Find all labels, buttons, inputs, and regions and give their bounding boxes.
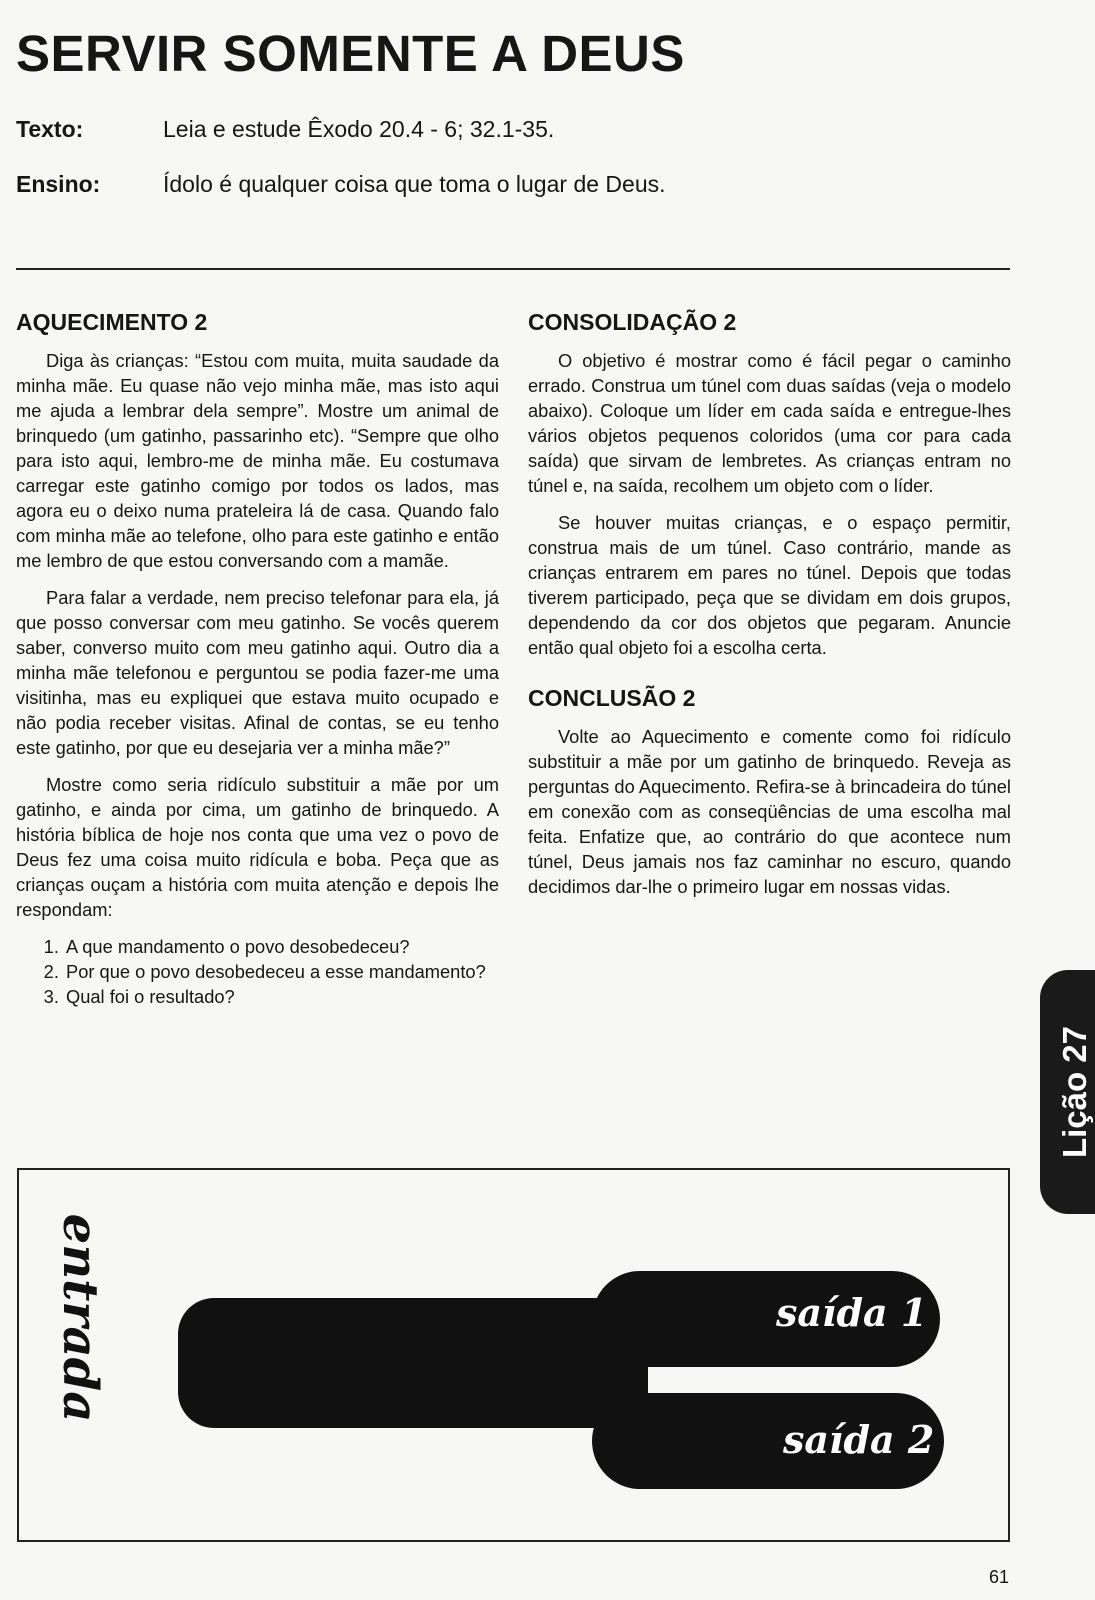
entrada-label: entrada (52, 1213, 108, 1423)
texto-value: Leia e estude Êxodo 20.4 - 6; 32.1-35. (163, 116, 555, 142)
question-item: 1. A que mandamento o povo desobedeceu? (64, 934, 499, 959)
tunnel-body (178, 1298, 648, 1428)
conclusao-paragraph: Volte ao Aquecimento e comente como foi ridículo substituir a mãe por um gatinho de brinquedo. Reveja as perguntas do Aquecimento. Refira-se à brincadeira do túnel em conexão com as conseqüências de uma escolha mal feita. Enfatize que, ao contrário do que acontece num túnel, Deus jamais nos faz caminhar no escuro, quando decidimos dar-lhe o primeiro lugar em nossas vidas. (528, 726, 1011, 897)
saida-1-label: saída 1 (776, 1290, 928, 1335)
saida-2-label: saída 2 (783, 1417, 935, 1462)
aquecimento-heading: AQUECIMENTO 2 (16, 309, 208, 335)
aquecimento-paragraph: Para falar a verdade, nem preciso telefonar para ela, já que posso conversar com meu gatinho. Se vocês querem saber, converso muito com meu gatinho aqui. Outro dia a minha mãe telefonou e perguntou se podia fazer-me uma visitinha, mas eu expliquei que estava muito ocupado e não podia receber visitas. Afinal de contas, se eu tenho este gatinho, por que eu desejaria ver a minha mãe?” (16, 587, 499, 758)
question-item: 2. Por que o povo desobedeceu a esse mandamento? (64, 959, 499, 984)
consolidacao-paragraph: Se houver muitas crianças, e o espaço permitir, construa mais de um túnel. Caso contrário, mande as crianças entrarem em pares no túnel. Depois que todas tiverem participado, peça que se dividam em dois grupos, dependendo da cor dos objetos que pegaram. Anuncie então qual objeto foi a escolha certa. (528, 512, 1011, 658)
consolidacao-paragraph: O objetivo é mostrar como é fácil pegar o caminho errado. Construa um túnel com duas saídas (veja o modelo abaixo). Coloque um líder em cada saída e entregue-lhes vários objetos pequenos coloridos (uma cor para cada saída) que sirvam de lembretes. As crianças entram no túnel e, na saída, recolhem um objeto com o líder. (528, 350, 1011, 496)
aquecimento-paragraph: Mostre como seria ridículo substituir a mãe por um gatinho, e ainda por cima, um gatinho de brinquedo. A história bíblica de hoje nos conta que uma vez o povo de Deus fez uma coisa muito ridícula e boba. Peça que as crianças ouçam a história com muita atenção e depois lhe respondam: (16, 774, 499, 920)
aquecimento-paragraph: Diga às crianças: “Estou com muita, muita saudade da minha mãe. Eu quase não vejo minha mãe, mas isto aqui me ajuda a lembrar dela sempre”. Mostre um animal de brinquedo (um gatinho, passarinho etc). “Sempre que olho para isto aqui, lembro-me de minha mãe. Eu costumava carregar este gatinho comigo por todos os lados, mas agora eu o deixo numa prateleira lá de casa. Quando falo com minha mãe ao telefone, olho para este gatinho e então me lembro de que estou conversando com a mamãe. (16, 350, 499, 571)
ensino-label: Ensino: (16, 171, 101, 197)
page-title: SERVIR SOMENTE A DEUS (16, 25, 685, 82)
conclusao-heading: CONCLUSÃO 2 (528, 685, 696, 711)
lesson-tab-label: Lição 27 (1056, 1025, 1093, 1159)
texto-label: Texto: (16, 116, 84, 142)
question-item: 3. Qual foi o resultado? (64, 984, 499, 1009)
consolidacao-heading: CONSOLIDAÇÃO 2 (528, 309, 737, 335)
page-number: 61 (988, 1567, 1009, 1587)
ensino-value: Ídolo é qualquer coisa que toma o lugar de Deus. (163, 171, 666, 197)
